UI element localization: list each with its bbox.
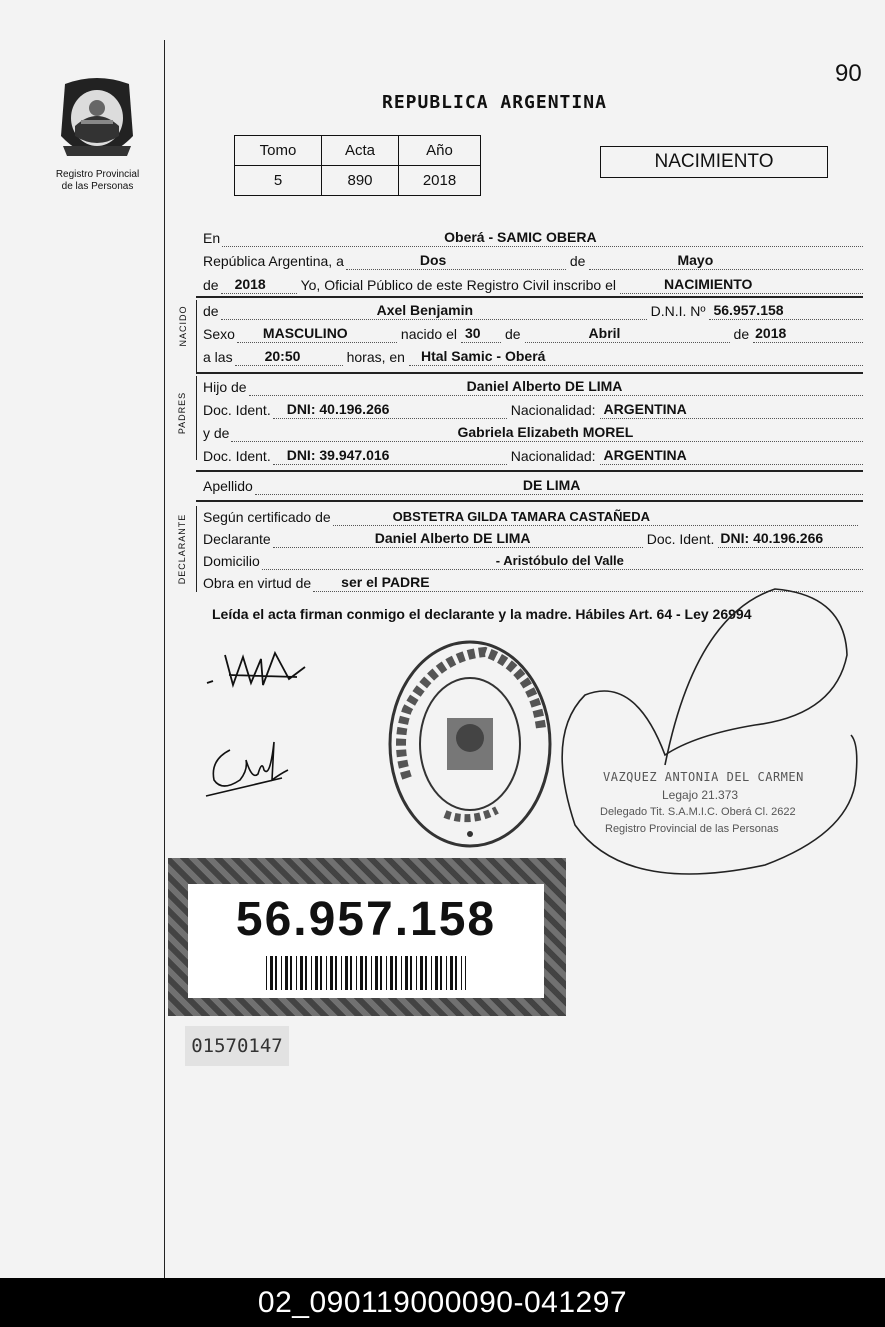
value-madre: Gabriela Elizabeth MOREL xyxy=(457,424,634,440)
signature-icon xyxy=(205,645,315,695)
row-certificado: Según certificado de OBSTETRA GILDA TAMARA CASTAÑEDA xyxy=(203,508,858,526)
sticker-dni-number: 56.957.158 xyxy=(235,893,497,946)
closing-text: Leída el acta firman conmigo el declarante y la madre. Hábiles Art. 64 - Ley 26994 xyxy=(212,606,752,622)
row-hijo-de: Hijo de Daniel Alberto DE LIMA xyxy=(203,378,863,396)
row-doc-madre: Doc. Ident. DNI: 39.947.016 Nacionalidad: ARGENTINA xyxy=(203,447,863,465)
value-inscribo: NACIMIENTO xyxy=(663,276,753,292)
official-signature-icon xyxy=(555,585,865,885)
section-label-nacido: NACIDO xyxy=(178,305,188,347)
value-en: Oberá - SAMIC OBERA xyxy=(444,229,597,245)
margin-line xyxy=(164,40,165,1278)
record-type-box: NACIMIENTO xyxy=(600,146,828,178)
row-declarante: Declarante Daniel Alberto DE LIMA Doc. Ident. DNI: 40.196.266 xyxy=(203,530,863,548)
value-certificado: OBSTETRA GILDA TAMARA CASTAÑEDA xyxy=(392,509,650,524)
section-bar-declarante xyxy=(196,506,197,592)
value-apellido: DE LIMA xyxy=(522,477,581,493)
value-year: 2018 xyxy=(234,276,266,292)
misiones-crest-icon xyxy=(55,76,139,166)
header-anio: Año xyxy=(399,136,481,166)
stamp-delegado: Delegado Tit. S.A.M.I.C. Oberá Cl. 2622 xyxy=(600,806,796,818)
serial-number: 01570147 xyxy=(185,1026,289,1066)
section-bar-nacido xyxy=(196,300,197,372)
record-table xyxy=(234,135,481,196)
separator xyxy=(196,296,863,298)
row-domicilio: Domicilio - Aristóbulo del Valle xyxy=(203,552,863,570)
value-dni: 56.957.158 xyxy=(713,302,784,318)
value-domicilio: - Aristóbulo del Valle xyxy=(495,553,624,568)
value-anio: 2018 xyxy=(399,166,481,196)
value-mes: Abril xyxy=(588,325,621,341)
section-bar-padres xyxy=(196,376,197,460)
row-en: En Oberá - SAMIC OBERA xyxy=(203,229,863,247)
value-sexo: MASCULINO xyxy=(262,325,348,341)
barcode-icon xyxy=(266,956,466,990)
row-oficial: de 2018 Yo, Oficial Público de este Registro Civil inscribo el NACIMIENTO xyxy=(203,276,863,294)
row-doc-padre: Doc. Ident. DNI: 40.196.266 Nacionalidad: ARGENTINA xyxy=(203,401,863,419)
value-dia: 30 xyxy=(464,325,481,341)
stamp-name: VAZQUEZ ANTONIA DEL CARMEN xyxy=(603,770,804,784)
section-label-padres: PADRES xyxy=(177,391,187,435)
section-label-declarante: DECLARANTE xyxy=(177,513,187,585)
page-number: 90 xyxy=(835,60,862,87)
signature-icon xyxy=(200,730,295,805)
registry-seal-icon xyxy=(385,638,555,850)
row-obra: Obra en virtud de ser el PADRE xyxy=(203,574,863,592)
value-doc-declarante: DNI: 40.196.266 xyxy=(720,530,824,546)
header-acta: Acta xyxy=(322,136,399,166)
separator xyxy=(196,470,863,472)
value-nac-padre: ARGENTINA xyxy=(603,401,687,417)
row-nacido-nombre: de Axel Benjamin D.N.I. Nº 56.957.158 xyxy=(203,302,863,320)
value-tomo: 5 xyxy=(235,166,322,196)
value-padre: Daniel Alberto DE LIMA xyxy=(466,378,623,394)
country-title: REPUBLICA ARGENTINA xyxy=(382,92,607,113)
value-acta: 890 xyxy=(322,166,399,196)
row-republica: República Argentina, a Dos de Mayo xyxy=(203,252,863,270)
value-lugar: Htal Samic - Oberá xyxy=(420,348,546,364)
registry-label: Registro Provincial de las Personas xyxy=(55,169,140,192)
dni-barcode-sticker xyxy=(168,858,566,1016)
value-doc-madre: DNI: 39.947.016 xyxy=(286,447,390,463)
separator xyxy=(196,372,863,374)
footer-code: 02_090119000090-041297 xyxy=(0,1278,885,1327)
value-declarante: Daniel Alberto DE LIMA xyxy=(374,530,531,546)
row-apellido: Apellido DE LIMA xyxy=(203,477,863,495)
value-anio: 2018 xyxy=(755,325,787,341)
header-tomo: Tomo xyxy=(235,136,322,166)
row-hora: a las 20:50 horas, en Htal Samic - Oberá xyxy=(203,348,863,366)
stamp-registry: Registro Provincial de las Personas xyxy=(605,823,779,835)
row-sexo: Sexo MASCULINO nacido el 30 de Abril de 2018 xyxy=(203,325,863,343)
row-y-de: y de Gabriela Elizabeth MOREL xyxy=(203,424,863,442)
value-day: Dos xyxy=(419,252,447,268)
value-obra: ser el PADRE xyxy=(341,574,430,590)
stamp-legajo: Legajo 21.373 xyxy=(662,788,739,802)
separator xyxy=(196,500,863,502)
value-month: Mayo xyxy=(677,252,714,268)
value-hora: 20:50 xyxy=(264,348,301,364)
value-doc-padre: DNI: 40.196.266 xyxy=(286,401,390,417)
value-name: Axel Benjamin xyxy=(376,302,474,318)
value-nac-madre: ARGENTINA xyxy=(603,447,687,463)
